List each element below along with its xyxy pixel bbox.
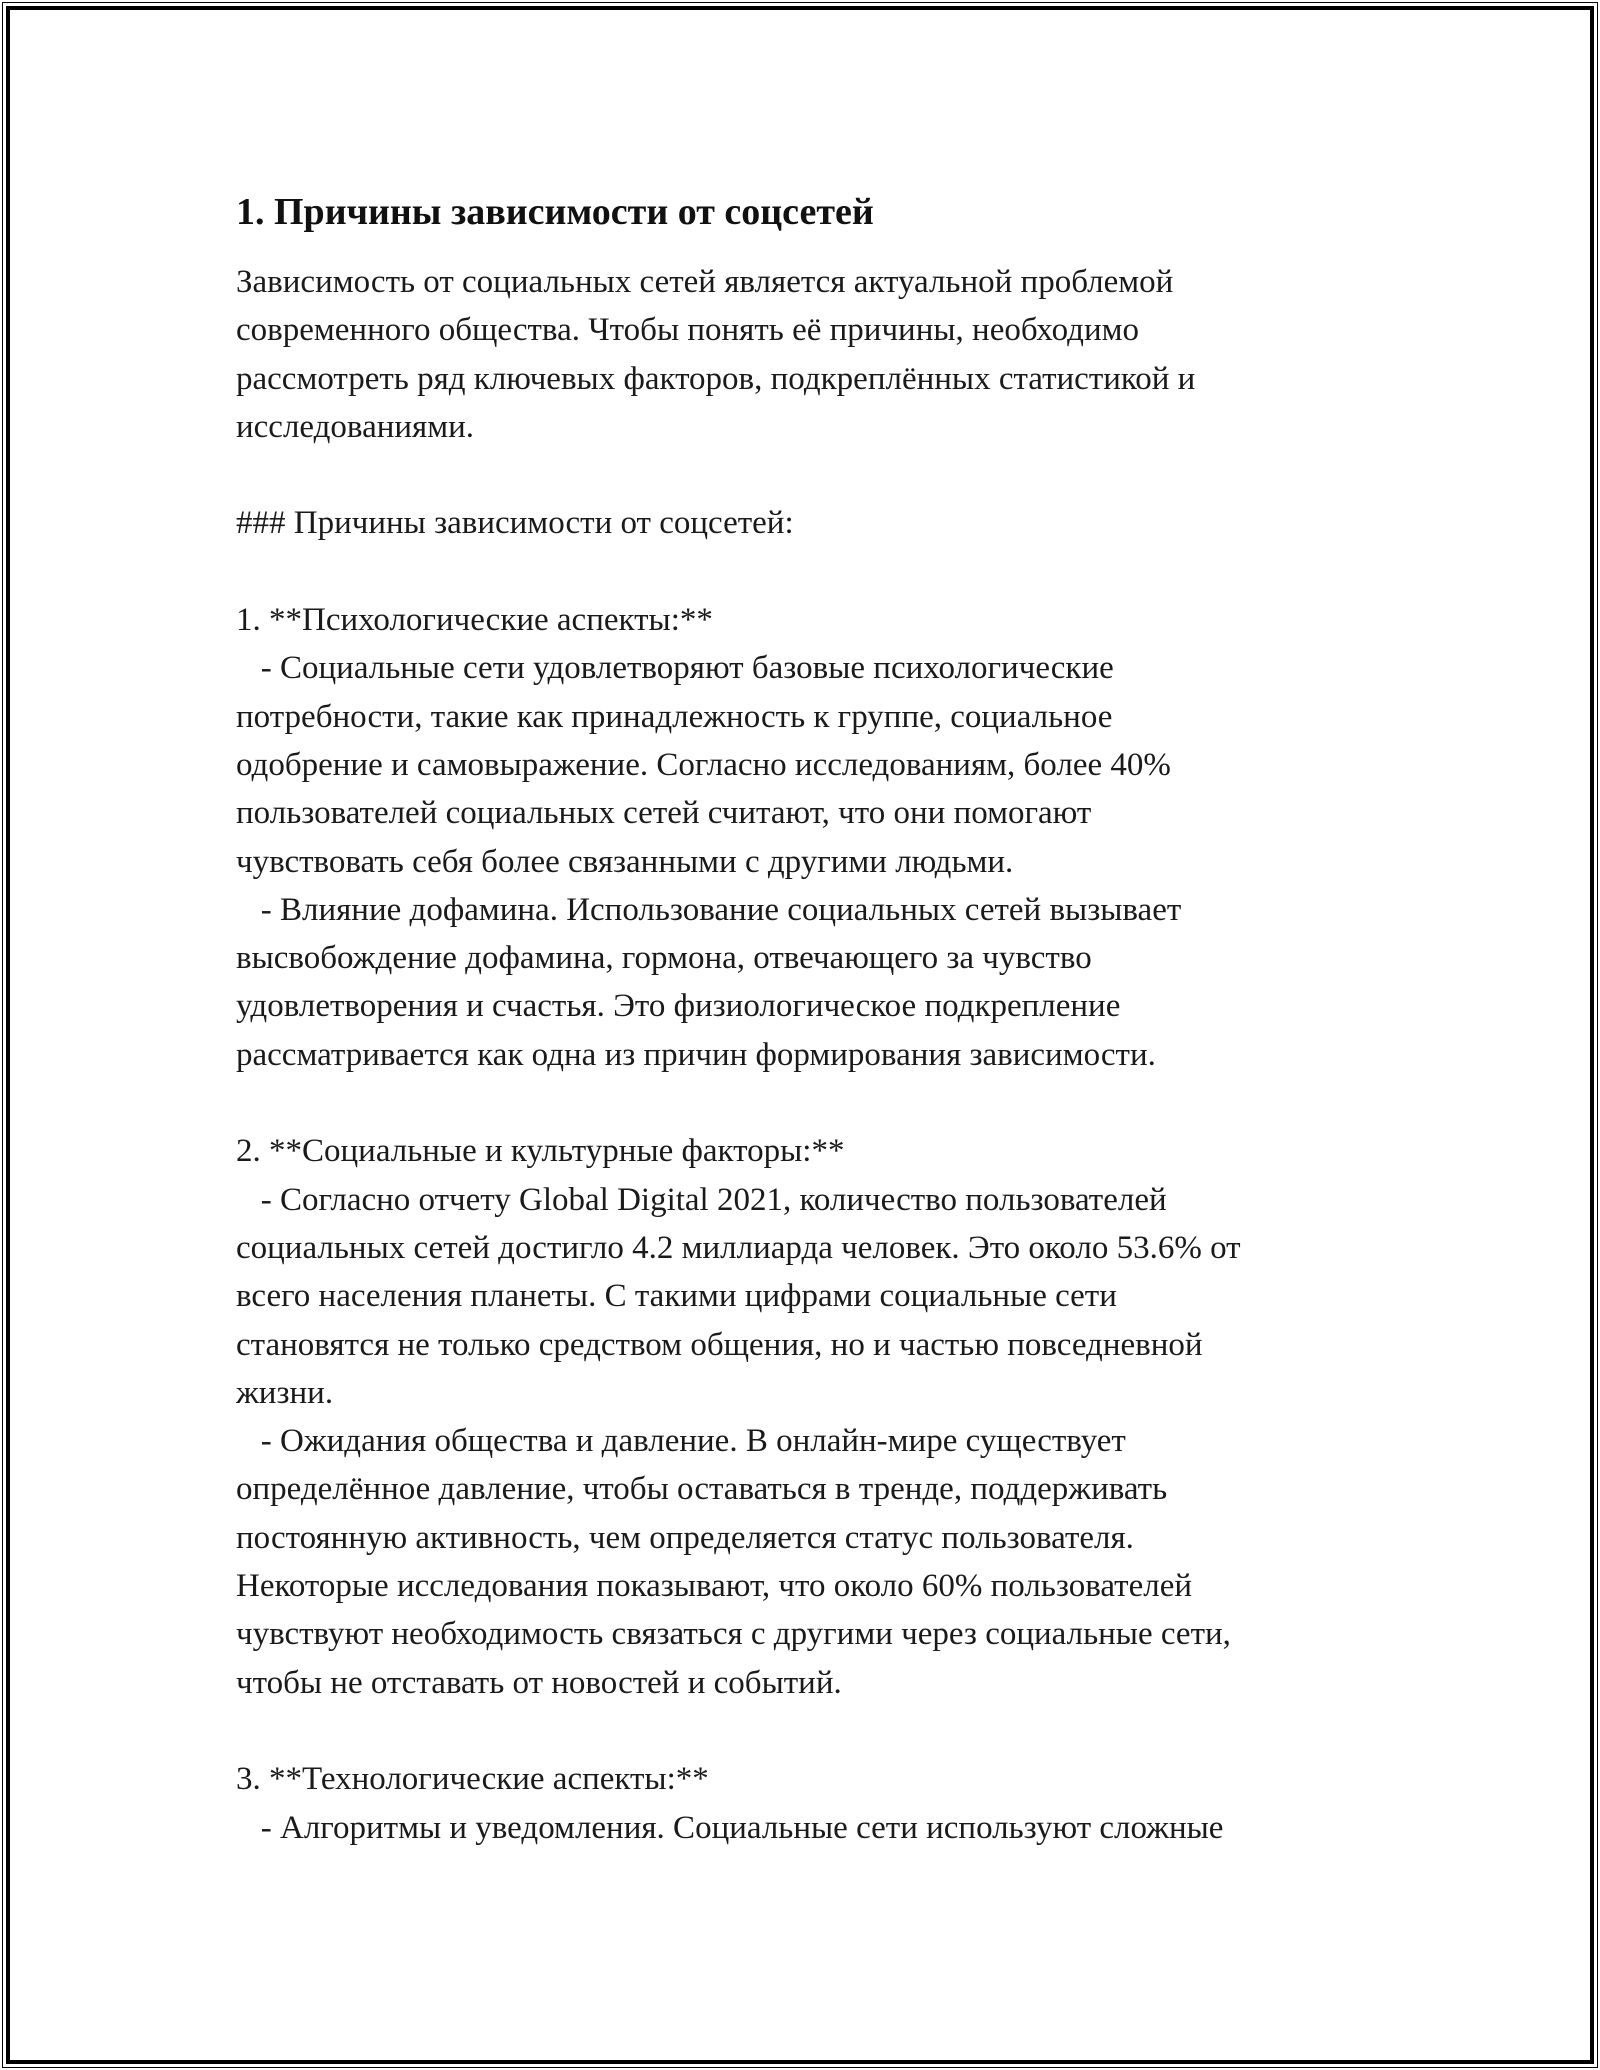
section-heading: 1. Причины зависимости от соцсетей — [236, 191, 874, 233]
document-body — [236, 188, 1416, 1852]
body-text: Зависимость от социальных сетей является актуальной проблемой современного общества. Чтобы понять её причины, необходимо рассмотреть ряд ключевых факторов, подкреплённых статистикой и исследованиями. ### Причины зависимости от соцсетей: 1. **Психологические аспекты:** - Социальные сети удовлетворяют базовые психологические потребности, такие как принадлежность к группе, социальное одобрение и самовыражение. Согласно исследованиям, более 40% пользователей социальных сетей считают, что они помогают чувствовать себя более связанными с другими людьми. - Влияние дофамина. Использование социальных сетей вызывает высвобождение дофамина, гормона, отвечающего за чувство удовлетворения и счастья. Это физиологическое подкрепление рассматривается как одна из причин формирования зависимости. 2. **Социальные и культурные факторы:** - Согласно отчету Global Digital 2021, количество пользователей социальных сетей достигло 4.2 миллиарда человек. Это около 53.6% от всего населения планеты. С такими цифрами социальные сети становятся не только средством общения, но и частью повседневной жизни. - Ожидания общества и давление. В онлайн-мире существует определённое давление, чтобы оставаться в тренде, поддерживать постоянную активность, чем определяется статус пользователя. Некоторые исследования показывают, что около 60% пользователей чувствуют необходимость связаться с другими через социальные сети, чтобы не отставать от новостей и событий. 3. **Технологические аспекты:** - Алгоритмы и уведомления. Социальные сети используют сложные — [236, 264, 1241, 1846]
